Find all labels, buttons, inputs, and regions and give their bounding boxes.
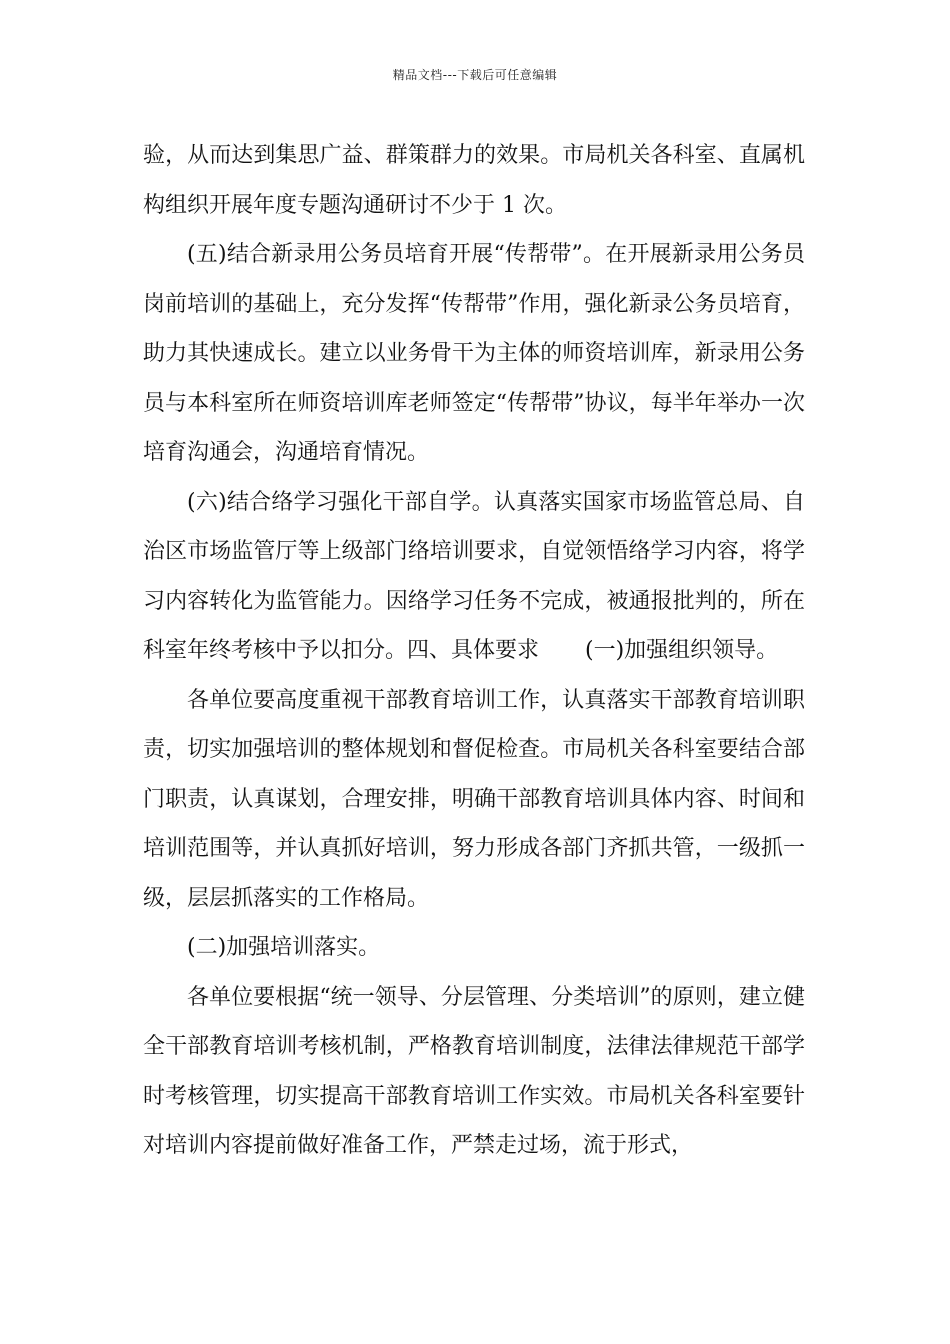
paragraph-text: (六)结合络学习强化干部自学。认真落实国家市场监管总局、自治区市场监管厅等上级部门络培训要求，自觉领悟络学习内容，将学习内容转化为监管能力。因络学习任务不完成，被通报批判的，所在科室年终考核中予以扣分。四、具体要求	[143, 489, 805, 663]
paragraph: 各单位要根据“统一领导、分层管理、分类培训”的原则，建立健全干部教育培训考核机制，严格教育培训制度，法律法律规范干部学时考核管理，切实提高干部教育培训工作实效。市局机关各科室要针对培训内容提前做好准备工作，严禁走过场，流于形式，	[143, 984, 805, 1158]
section-heading: (一)加强组织领导。	[585, 638, 779, 663]
document-body	[143, 131, 805, 1171]
section-heading: (二)加强培训落实。	[187, 935, 381, 960]
page-header: 精品文档---下载后可任意编辑	[392, 68, 558, 82]
paragraph: 验，从而达到集思广益、群策群力的效果。市局机关各科室、直属机构组织开展年度专题沟通研讨不少于 1 次。	[143, 143, 805, 218]
paragraph	[143, 478, 805, 676]
paragraph: (五)结合新录用公务员培育开展“传帮带”。在开展新录用公务员岗前培训的基础上，充分发挥“传帮带”作用，强化新录公务员培育，助力其快速成长。建立以业务骨干为主体的师资培训库，新录用公务员与本科室所在师资培训库老师签定“传帮带”协议，每半年举办一次培育沟通会，沟通培育情况。	[143, 242, 805, 465]
paragraph: 各单位要高度重视干部教育培训工作，认真落实干部教育培训职责，切实加强培训的整体规划和督促检查。市局机关各科室要结合部门职责，认真谋划，合理安排，明确干部教育培训具体内容、时间和培训范围等，并认真抓好培训，努力形成各部门齐抓共管，一级抓一级，层层抓落实的工作格局。	[143, 687, 805, 911]
